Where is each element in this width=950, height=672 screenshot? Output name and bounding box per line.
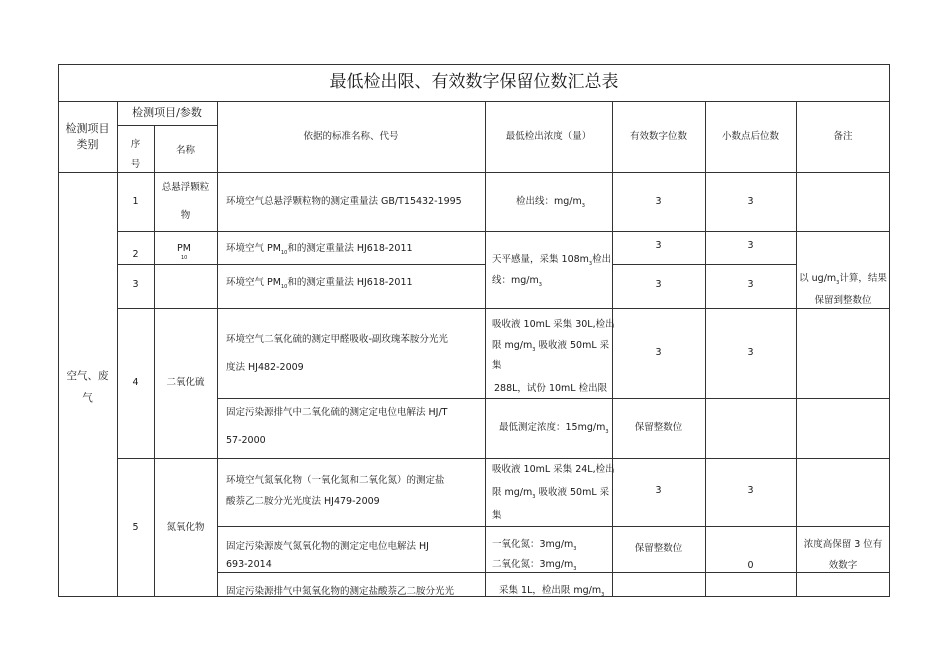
row1-sig: 3 bbox=[655, 196, 662, 207]
row5b-remark-l1: 浓度高保留 3 位有 bbox=[803, 539, 883, 550]
row23-detect-l2: 线：$mg/m_3$ bbox=[492, 275, 542, 288]
row3-standard: 环境空气 $PM_{10}$和的测定重量法 HJ618-2011 bbox=[226, 277, 413, 290]
row1-name-l2: 物 bbox=[180, 210, 191, 221]
row5b-detect-l2: 二氧化氮：$3mg/m_3$ bbox=[492, 559, 577, 572]
row2-sig: 3 bbox=[655, 240, 662, 251]
row5b-remark-l2: 效数字 bbox=[828, 560, 858, 571]
header-remarks: 备注 bbox=[833, 131, 853, 142]
row4-detect-l4: 288L，试份 10mL 检出限 bbox=[494, 383, 608, 394]
row5b-detect-l1: 一氧化氮：$3mg/m_3$ bbox=[492, 539, 577, 552]
row2-dec: 3 bbox=[747, 240, 754, 251]
row1-seq: 1 bbox=[132, 196, 139, 207]
row3-dec: 3 bbox=[747, 279, 754, 290]
col-divider bbox=[796, 101, 797, 597]
row2-name-sub: 10 bbox=[181, 255, 188, 261]
row3-remark-l2: 保留到整数位 bbox=[814, 295, 872, 306]
row-divider bbox=[58, 101, 890, 102]
row5-standard-l1: 环境空气氮氧化物（一氧化氮和二氧化氮）的测定盐 bbox=[226, 475, 445, 486]
row4-detect-l2: 限 $mg/m_3$ 吸收液 50mL 采 bbox=[492, 340, 610, 353]
row4-standard-l2: 度法 HJ482-2009 bbox=[226, 362, 304, 373]
header-standard: 依据的标准名称、代号 bbox=[303, 131, 399, 142]
row5-sig: 3 bbox=[655, 485, 662, 496]
row5c-detect: 采集 1L，检出限 $mg/m_3$ bbox=[499, 585, 605, 598]
row5-dec: 3 bbox=[747, 485, 754, 496]
row5-detect-l1: 吸收液 10mL 采集 24L,检出 bbox=[492, 464, 615, 475]
row4-standard-l1: 环境空气二氧化硫的测定甲醛吸收-副玫瑰苯胺分光光 bbox=[226, 334, 448, 345]
row4-detect-l3: 集 bbox=[492, 360, 502, 371]
row4b-detect: 最低测定浓度：$15mg/m_3$ bbox=[499, 422, 609, 435]
row4-dec: 3 bbox=[747, 347, 754, 358]
row1-dec: 3 bbox=[747, 196, 754, 207]
row3-remark-l1: 以 $ug/m_3$计算，结果 bbox=[799, 273, 887, 286]
row2-seq: 2 bbox=[132, 249, 139, 260]
header-seq-l2: 号 bbox=[130, 159, 141, 170]
row4b-sig: 保留整数位 bbox=[634, 422, 683, 433]
header-sig-digits: 有效数字位数 bbox=[629, 131, 687, 142]
row1-detect: 检出线：$mg/m_3$ bbox=[516, 196, 585, 209]
row5b-dec: 0 bbox=[747, 560, 754, 571]
category-l2: 气 bbox=[82, 392, 93, 404]
row4-detect-l1: 吸收液 10mL 采集 30L,检出 bbox=[492, 319, 615, 330]
col-divider bbox=[217, 101, 218, 597]
row5-standard-l2: 酸萘乙二胺分光光度法 HJ479-2009 bbox=[226, 496, 380, 507]
row4b-standard-l1: 固定污染源排气中二氧化硫的测定定电位电解法 HJ/T bbox=[226, 407, 448, 418]
row5c-standard: 固定污染源排气中氮氧化物的测定盐酸萘乙二胺分光光 bbox=[226, 586, 455, 597]
header-category-l1: 检测项目 bbox=[65, 122, 110, 135]
row5b-standard-l2: 693-2014 bbox=[226, 559, 272, 570]
row3-sig: 3 bbox=[655, 279, 662, 290]
row5-detect-l3: 集 bbox=[492, 510, 502, 521]
row4-seq: 4 bbox=[132, 377, 139, 388]
row5b-sig: 保留整数位 bbox=[634, 543, 683, 554]
row2-standard: 环境空气 $PM_{10}$和的测定重量法 HJ618-2011 bbox=[226, 243, 413, 256]
row3-seq: 3 bbox=[132, 279, 139, 290]
row-divider bbox=[117, 264, 485, 265]
row1-name-l1: 总悬浮颗粒 bbox=[161, 182, 210, 193]
header-name: 名称 bbox=[175, 145, 195, 156]
row4-name: 二氧化硫 bbox=[166, 377, 205, 388]
row5-name: 氮氧化物 bbox=[166, 522, 205, 533]
row1-standard: 环境空气总悬浮颗粒物的测定重量法 GB/T15432-1995 bbox=[226, 196, 462, 207]
row-divider bbox=[58, 172, 890, 173]
row23-detect-l1: 天平感量，采集 $108m_3$检出 bbox=[492, 254, 612, 267]
header-item-param: 检测项目/参数 bbox=[132, 106, 202, 119]
row4-sig: 3 bbox=[655, 347, 662, 358]
header-min-detect: 最低检出浓度（量） bbox=[505, 131, 592, 142]
row-divider bbox=[117, 308, 890, 309]
row5-seq: 5 bbox=[132, 522, 139, 533]
header-decimals: 小数点后位数 bbox=[721, 131, 779, 142]
row4b-standard-l2: 57-2000 bbox=[226, 435, 266, 446]
row-divider bbox=[217, 398, 890, 399]
col-divider bbox=[485, 101, 486, 597]
row-divider bbox=[612, 264, 796, 265]
row-divider bbox=[117, 125, 217, 126]
row2-name: PM bbox=[177, 243, 191, 254]
category-l1: 空气、废 bbox=[66, 370, 109, 382]
row5b-standard-l1: 固定污染源废气氮氧化物的测定定电位电解法 HJ bbox=[226, 541, 429, 552]
header-seq-l1: 序 bbox=[130, 139, 141, 150]
row-divider bbox=[117, 231, 890, 232]
row-divider bbox=[117, 458, 890, 459]
row-divider bbox=[217, 526, 890, 527]
row5-detect-l2: 限 $mg/m_3$ 吸收液 50mL 采 bbox=[492, 487, 610, 500]
header-category-l2: 类别 bbox=[76, 138, 99, 151]
table-title: 最低检出限、有效数字保留位数汇总表 bbox=[329, 72, 619, 92]
